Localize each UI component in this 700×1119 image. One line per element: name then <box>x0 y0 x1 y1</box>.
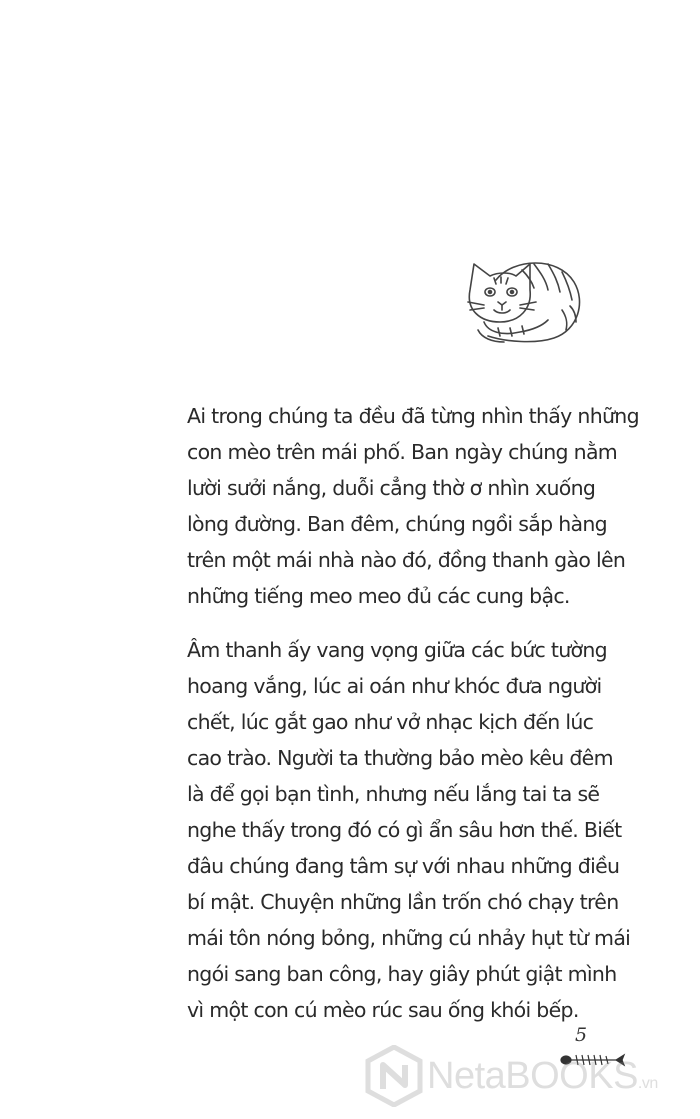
watermark-text <box>427 1055 658 1098</box>
text-line: ngói sang ban công, hay giây phút giật mình <box>187 962 617 986</box>
text-line: trên một mái nhà nào đó, đồng thanh gào lên <box>187 548 626 572</box>
page-number: 5 <box>575 1024 588 1046</box>
story-text <box>187 398 639 1028</box>
text-line: Ai trong chúng ta đều đã từng nhìn thấy những <box>187 404 639 428</box>
text-line: cao trào. Người ta thường bảo mèo kêu đêm <box>187 746 613 770</box>
paragraph-1 <box>187 398 639 614</box>
text-line: nghe thấy trong đó có gì ẩn sâu hơn thế. Biết <box>187 818 622 842</box>
paragraph-2 <box>187 632 631 1028</box>
text-line: là để gọi bạn tình, nhưng nếu lắng tai ta sẽ <box>187 782 600 806</box>
text-line: mái tôn nóng bỏng, những cú nhảy hụt từ mái <box>187 926 631 950</box>
text-line: Âm thanh ấy vang vọng giữa các bức tường <box>187 638 607 662</box>
text-line: chết, lúc gắt gao như vở nhạc kịch đến lúc <box>187 710 594 734</box>
striped-cat-icon <box>458 250 584 350</box>
netabooks-logo-icon <box>365 1045 423 1107</box>
text-line: con mèo trên mái phố. Ban ngày chúng nằm <box>187 440 618 464</box>
text-line: những tiếng meo meo đủ các cung bậc. <box>187 584 570 608</box>
watermark <box>365 1040 700 1112</box>
text-line: hoang vắng, lúc ai oán như khóc đưa người <box>187 674 602 698</box>
text-line: vì một con cú mèo rúc sau ống khói bếp. <box>187 998 579 1022</box>
text-line: bí mật. Chuyện những lần trốn chó chạy trên <box>187 890 619 914</box>
watermark-brand: NetaBOOKS <box>427 1054 638 1097</box>
text-line: lòng đường. Ban đêm, chúng ngồi sắp hàng <box>187 512 607 536</box>
watermark-suffix: .vn <box>637 1074 658 1092</box>
text-line: lười sưởi nắng, duỗi cẳng thờ ơ nhìn xuống <box>187 476 596 500</box>
text-line: đâu chúng đang tâm sự với nhau những điều <box>187 854 620 878</box>
